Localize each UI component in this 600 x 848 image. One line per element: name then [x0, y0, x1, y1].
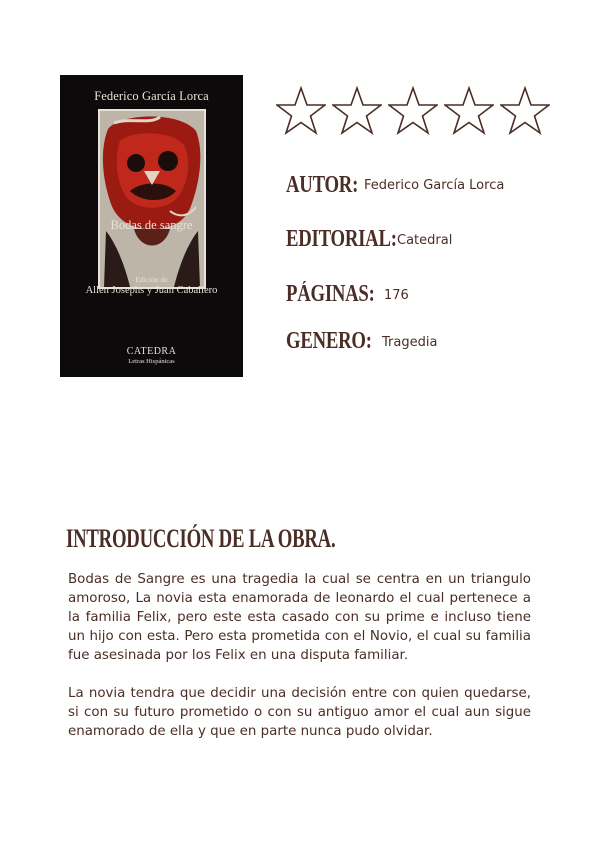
cover-artwork [98, 109, 206, 289]
genre-label: GENERO: [286, 328, 372, 354]
intro-paragraph-2: La novia tendra que decidir una decisión entre con quien quedarse, si con su futuro prometido o con su antiguo amor el cual aun sigue enamorado de ella y que en parte nunca pudo olvidar. [68, 686, 531, 739]
cover-title: Bodas de sangre [110, 218, 193, 232]
pages-label: PÁGINAS: [286, 281, 375, 307]
publisher-value: Catedral [397, 233, 453, 248]
cover-editors: Allen Josephs y Juan Caballero [85, 285, 218, 296]
author-field [286, 172, 505, 199]
star-1-icon[interactable] [276, 86, 326, 136]
author-value: Federico García Lorca [364, 178, 505, 193]
pages-value: 176 [384, 288, 409, 303]
pages-field [286, 281, 409, 308]
star-4-icon[interactable] [444, 86, 494, 136]
publisher-field [286, 226, 453, 253]
author-label: AUTOR: [286, 172, 359, 198]
intro-paragraph-1: Bodas de Sangre es una tragedia la cual se centra en un triangulo amoroso, La novia esta enamorada de leonardo el cual pertenece a la familia Felix, pero este esta casado con su prime e incluso tiene un hijo con esta. Pero esta prometida con el Novio, el cual su familia fue asesinada por los Felix en una disputa familiar. [68, 572, 531, 663]
publisher-label: EDITORIAL: [286, 226, 397, 252]
star-rating [276, 86, 556, 138]
star-3-icon[interactable] [388, 86, 438, 136]
cover-author: Federico García Lorca [94, 89, 209, 103]
genre-field [286, 328, 438, 355]
cover-collection: Letras Hispánicas [128, 358, 175, 365]
genre-value: Tragedia [382, 335, 438, 350]
star-2-icon[interactable] [332, 86, 382, 136]
book-cover [60, 75, 243, 377]
cover-publisher: CATEDRA [126, 346, 177, 357]
intro-heading: INTRODUCCIÓN DE LA OBRA. [66, 524, 336, 553]
cover-edition-label: Edición de [135, 275, 168, 284]
star-5-icon[interactable] [500, 86, 550, 136]
